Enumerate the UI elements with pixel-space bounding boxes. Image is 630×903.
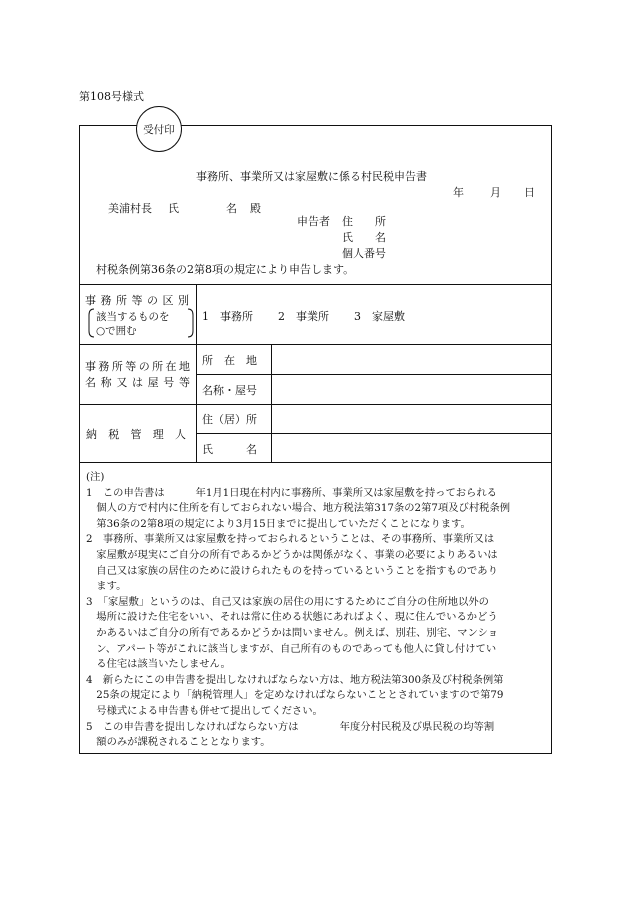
office-type-hint-line1: 該当するものを bbox=[96, 311, 170, 323]
addressee-shi: 氏 bbox=[168, 202, 179, 215]
note-line bbox=[86, 704, 548, 720]
tax-manager-name-label: 氏 名 bbox=[202, 443, 257, 456]
location-name-label: 名称・屋号 bbox=[202, 384, 257, 397]
label-char: 別 bbox=[178, 294, 189, 307]
note-line bbox=[86, 517, 548, 533]
form-number: 第108号様式 bbox=[79, 90, 144, 103]
declarant-name-label: 氏 名 bbox=[342, 231, 386, 244]
note-line bbox=[86, 626, 548, 642]
note-line bbox=[86, 688, 548, 704]
label-char: 号 bbox=[163, 376, 175, 389]
note-line bbox=[86, 673, 548, 689]
label-char: 務 bbox=[98, 360, 110, 373]
addressee-honorific: 殿 bbox=[250, 202, 261, 215]
label-char: は bbox=[131, 376, 143, 389]
note-line-text: ます。 bbox=[86, 580, 127, 593]
label-char: 在 bbox=[165, 360, 177, 373]
note-line-text: 2 事務所、事業所又は家屋敷を持っておられるということは、その事務所、事業所又は bbox=[86, 533, 495, 546]
tax-manager-name-field[interactable] bbox=[274, 435, 550, 460]
tax-manager-address-label: 住（居）所 bbox=[202, 413, 257, 426]
note-line bbox=[86, 735, 548, 751]
date-day: 日 bbox=[524, 186, 535, 199]
note-line-text: ン、アパート等がこれに該当しますが、自己所有のものであっても他人に貸し付けてい bbox=[86, 642, 497, 655]
label-char: 所 bbox=[116, 294, 127, 307]
note-line bbox=[86, 532, 548, 548]
location-address-field[interactable] bbox=[274, 347, 550, 372]
note-line-text: かあるいはご自分の所有であるかどうかは問いません。例えば、別荘、別宅、マンショ bbox=[86, 626, 499, 639]
label-char: 務 bbox=[100, 294, 112, 307]
label-char: 所 bbox=[152, 360, 164, 373]
reception-stamp-circle bbox=[136, 106, 182, 152]
column-divider-label bbox=[196, 284, 197, 462]
note-line bbox=[86, 595, 548, 611]
note-line-text: 25条の規定により「納税管理人」を定めなければならないこととされていますので第79 bbox=[86, 689, 504, 702]
divider-location bbox=[79, 404, 552, 405]
note-line-text: 号様式による申告書も併せて提出してください。 bbox=[86, 704, 323, 717]
note-line-text: 3 「家屋敷」というのは、自己又は家族の居住の用にするためにご自分の住所地以外の bbox=[86, 595, 489, 608]
notes-section bbox=[86, 470, 548, 751]
note-line-text: 4 新らたにこの申告書を提出しなければならない方は、地方税法第300条及び村税条例第 bbox=[86, 673, 504, 686]
office-type-option-residence: 3 家屋敷 bbox=[354, 310, 405, 323]
note-line-text: 額のみが課税されることとなります。 bbox=[86, 736, 271, 749]
divider-header bbox=[79, 284, 552, 285]
notes-heading-text: (注) bbox=[86, 471, 105, 483]
declarant-individual-number-label: 個人番号 bbox=[342, 247, 386, 260]
label-char: 区 bbox=[162, 294, 174, 307]
statement: 村税条例第36条の2第8項の規定により申告します。 bbox=[96, 263, 355, 276]
note-line bbox=[86, 720, 548, 736]
label-char: 地 bbox=[178, 360, 190, 373]
note-line-text: 1 この申告書は 年1月1日現在村内に事務所、事業所又は家屋敷を持っておられる bbox=[86, 486, 497, 499]
note-line-text: る住宅は該当いたしません。 bbox=[86, 658, 231, 671]
date-year: 年 bbox=[453, 186, 464, 199]
label-char: 管 bbox=[130, 428, 142, 441]
note-line-text: 5 この申告書を提出しなければならない方は 年度分村民税及び県民税の均等割 bbox=[86, 720, 495, 733]
label-char: 等 bbox=[131, 294, 143, 307]
note-line-text: 第36条の2第8項の規定により3月15日までに提出していただくことになります。 bbox=[86, 517, 471, 530]
label-char: 所 bbox=[111, 360, 123, 373]
label-char: 名 bbox=[85, 376, 96, 389]
label-char: 納 bbox=[86, 428, 97, 441]
label-char: 等 bbox=[125, 360, 137, 373]
declarant-label: 申告者 bbox=[297, 215, 330, 228]
location-label-line1 bbox=[85, 358, 190, 374]
label-char: 人 bbox=[175, 428, 186, 441]
office-type-hint-line2: ○で囲む bbox=[96, 325, 137, 337]
note-line bbox=[86, 610, 548, 626]
note-line-text: 個人の方で村内に住所を有しておられない場合、地方税法第317条の2第7項及び村税条例 bbox=[86, 502, 511, 515]
label-char: 又 bbox=[116, 376, 128, 389]
label-char: 事 bbox=[85, 294, 96, 307]
location-address-label: 所 在 地 bbox=[202, 354, 257, 367]
divider-table-bottom bbox=[79, 462, 552, 463]
label-char: 税 bbox=[108, 428, 120, 441]
divider-manager-inner bbox=[196, 433, 552, 434]
date-month: 月 bbox=[490, 186, 501, 199]
office-type-option-business: 2 事業所 bbox=[278, 310, 329, 323]
addressee-name: 名 bbox=[226, 202, 237, 215]
declarant-address-label: 住 所 bbox=[342, 215, 386, 228]
notes-heading bbox=[86, 470, 548, 486]
divider-location-inner bbox=[196, 374, 552, 375]
tax-manager-label bbox=[86, 426, 186, 442]
note-line bbox=[86, 501, 548, 517]
label-char: 称 bbox=[100, 376, 112, 389]
label-char: 屋 bbox=[147, 376, 159, 389]
addressee-mayor: 美浦村長 bbox=[108, 202, 152, 215]
note-line-text: 自己又は家族の居住のために設けられたものを持っているということを指すものであり bbox=[86, 564, 498, 577]
location-name-field[interactable] bbox=[274, 377, 550, 402]
note-line bbox=[86, 486, 548, 502]
note-line-text: 家屋敷が現実にご自分の所有であるかどうかは関係がなく、事業の必要によりあるいは bbox=[86, 548, 498, 561]
note-line bbox=[86, 579, 548, 595]
note-line bbox=[86, 657, 548, 673]
tax-manager-address-field[interactable] bbox=[274, 406, 550, 431]
location-label-line2 bbox=[85, 374, 190, 390]
note-line bbox=[86, 564, 548, 580]
column-divider-field bbox=[271, 344, 272, 462]
label-char: 等 bbox=[178, 376, 190, 389]
label-char: 事 bbox=[85, 360, 96, 373]
label-char: 理 bbox=[152, 428, 164, 441]
note-line bbox=[86, 548, 548, 564]
office-type-option-office: 1 事務所 bbox=[202, 310, 253, 323]
office-type-label bbox=[85, 292, 189, 308]
label-char: の bbox=[138, 360, 150, 373]
label-char: の bbox=[147, 294, 158, 307]
note-line bbox=[86, 642, 548, 658]
note-line-text: 場所に設けた住宅をいい、それは常に住める状態にあればよく、現に住んでいるかどう bbox=[86, 611, 498, 624]
divider-office-type bbox=[79, 344, 552, 345]
form-title: 事務所、事業所又は家屋敷に係る村民税申告書 bbox=[196, 170, 427, 183]
reception-stamp-label: 受付印 bbox=[143, 123, 175, 136]
